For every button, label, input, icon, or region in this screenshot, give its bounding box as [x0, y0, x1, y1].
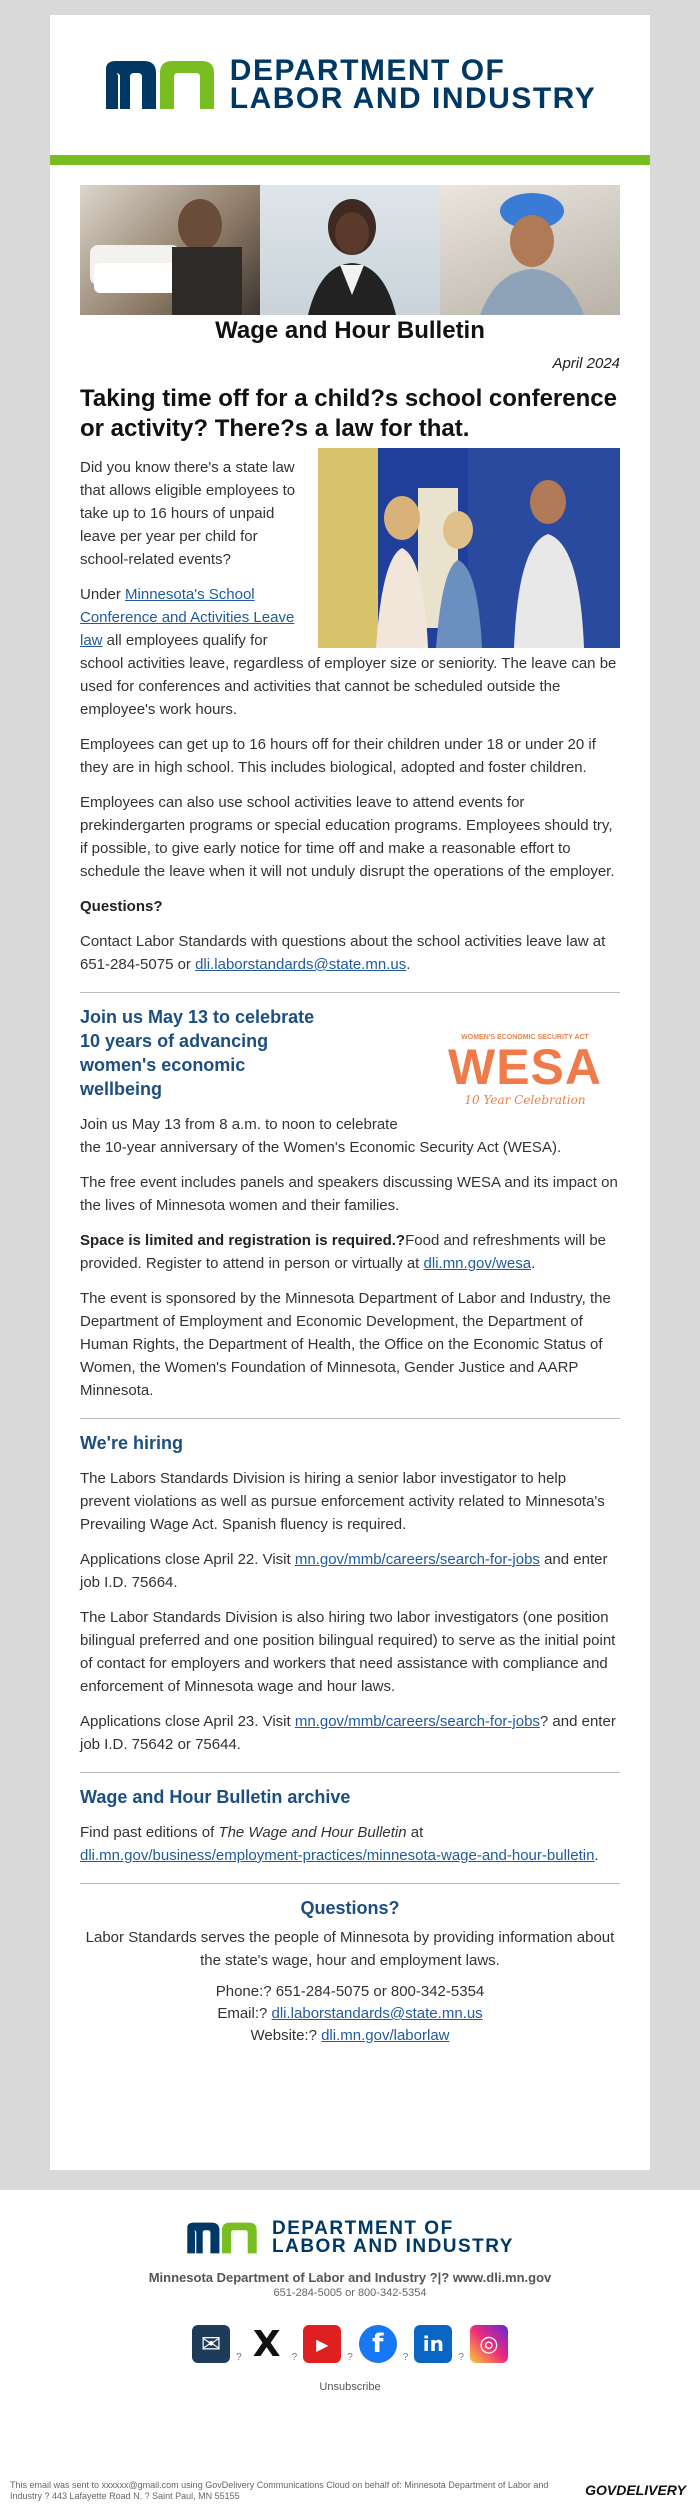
email-glyph: ✉ [201, 2330, 222, 2358]
school-leave-law-link[interactable]: Minnesota's School Conference and Activities Leave law [80, 586, 295, 649]
youtube-icon[interactable] [303, 2325, 341, 2363]
divider [80, 1418, 620, 1419]
article3-p2-suffix: and enter job I.D. 75664. [80, 1551, 608, 1591]
hero-photo-construction-worker [440, 185, 620, 315]
archive-mid: at [406, 1824, 424, 1841]
social-separator: ? [458, 2352, 464, 2363]
contact-prefix: Contact Labor Standards with questions about the school activities leave law at 651-284-5075 or [80, 933, 606, 973]
hero-photo-hotel-worker [80, 185, 260, 315]
wesa-logo [430, 1005, 620, 1135]
article2-p2: The free event includes panels and speakers discussing WESA and its impact on the lives of Minnesota women and their families. [80, 1174, 618, 1214]
logo-line1: DEPARTMENT OF [229, 54, 506, 87]
article2-heading: Join us May 13 to celebrate 10 years of advancing women's economic wellbeing [80, 1007, 315, 1099]
x-glyph: X [252, 2323, 281, 2365]
article1-heading: Taking time off for a child?s school conference or activity? There?s a law for that. [80, 385, 617, 442]
article3-p2-prefix: Applications close April 22. Visit [80, 1551, 295, 1568]
questions-email-link[interactable]: dli.laborstandards@state.mn.us [271, 2005, 483, 2022]
email-icon[interactable] [192, 2325, 230, 2363]
article2-p1: Join us May 13 from 8 a.m. to noon to celebrate the 10-year anniversary of the Women's Economic Security Act (WESA). [80, 1116, 562, 1156]
header [50, 15, 650, 155]
footer-fineprint: This email was sent to xxxxxx@gmail.com using GovDelivery Communications Cloud on behalf of: Minnesota Department of Labor and Industry ? 443 Lafayette Road N. ? Saint Paul, MN 55155 [10, 2480, 549, 2501]
hero-banner [80, 185, 620, 315]
article1-contact [80, 930, 620, 976]
article1-p1: Did you know there's a state law that allows eligible employees to take up to 16 hours of unpaid leave per year per child for school-related events? [80, 459, 296, 568]
footer [0, 2190, 700, 2509]
facebook-glyph: f [372, 2329, 384, 2359]
classroom-photo [318, 448, 620, 648]
article1-p2-prefix: Under [80, 586, 126, 603]
footer-logo-line1: DEPARTMENT OF [272, 2218, 454, 2239]
footer-logo-line2: LABOR AND INDUSTRY [272, 2236, 514, 2257]
article3-p2 [80, 1548, 620, 1594]
archive-title: The Wage and Hour Bulletin [218, 1824, 407, 1841]
mn-logo-icon [104, 59, 216, 111]
divider [80, 992, 620, 993]
questions-email [80, 2004, 620, 2024]
article3-p3: The Labor Standards Division is also hiring two labor investigators (one position bilingual preferred and one position bilingual required) to serve as the initial point of contact for employers and workers that need assistance with compliance and enforcement of Minnesota wage and hour laws. [80, 1609, 616, 1695]
footer-phone: 651-284-5005 or 800-342-5354 [273, 2287, 427, 2299]
footer-org: Minnesota Department of Labor and Industry ?|? www.dli.mn.gov [148, 2270, 552, 2285]
article2-p3-text: Food and refreshments will be provided. Register to attend in person or virtually at [80, 1232, 607, 1272]
archive-suffix: . [594, 1847, 599, 1864]
instagram-glyph: ◎ [479, 2331, 499, 2357]
facebook-icon[interactable] [359, 2325, 397, 2363]
divider [80, 1883, 620, 1884]
social-separator: ? [291, 2352, 298, 2363]
article4-heading: Wage and Hour Bulletin archive [80, 1787, 351, 1807]
bulletin-card [50, 15, 650, 2170]
green-accent-bar [50, 155, 650, 165]
logo-line2: LABOR AND INDUSTRY [229, 82, 597, 115]
article1-p4: Employees can also use school activities leave to attend events for prekindergarten programs or special education programs. Employees should try, if possible, to give early notice for time off and make a reasonable effort to schedule the leave when it will not unduly disrupt the operations of the employer. [80, 794, 615, 880]
laborstandards-email-link[interactable]: dli.laborstandards@state.mn.us [195, 956, 407, 973]
social-separator: ? [347, 2352, 353, 2363]
linkedin-icon[interactable] [414, 2325, 452, 2363]
article1-p2-suffix: all employees qualify for school activities leave, regardless of employer size or seniority. The leave can be used for conferences and activities that cannot be scheduled outside the employee's work hours. [80, 632, 617, 718]
questions-website [80, 2026, 620, 2046]
archive-link[interactable]: dli.mn.gov/business/employment-practices/minnesota-wage-and-hour-bulletin [80, 1847, 595, 1864]
x-icon[interactable] [248, 2325, 286, 2363]
social-separator: ? [402, 2352, 409, 2363]
mn-logo-icon [186, 2221, 258, 2255]
careers-link-1[interactable]: mn.gov/mmb/careers/search-for-jobs [294, 1551, 540, 1568]
article2-p3 [80, 1229, 620, 1275]
article3-p4-suffix: ? and enter job I.D. 75642 or 75644. [80, 1713, 616, 1753]
social-separator: ? [236, 2352, 242, 2363]
issue-date: April 2024 [552, 355, 620, 372]
wesa-link[interactable]: dli.mn.gov/wesa [423, 1255, 532, 1272]
questions-phone: Phone:? 651-284-5075 or 800-342-5354 [215, 1983, 485, 2000]
bulletin-title: Wage and Hour Bulletin [215, 317, 485, 344]
questions-text: Labor Standards serves the people of Minnesota by providing information about the state's wage, hour and employment laws. [85, 1929, 615, 1969]
article1-questions-label: Questions? [80, 898, 163, 915]
footer-logo[interactable] [0, 2220, 700, 2256]
registration-required: Space is limited and registration is required.? [80, 1232, 406, 1249]
unsubscribe-link[interactable]: Unsubscribe [319, 2381, 381, 2393]
linkedin-glyph: in [422, 2332, 444, 2356]
article2-p4: The event is sponsored by the Minnesota Department of Labor and Industry, the Department of Employment and Economic Development, the Department of Human Rights, the Department of Health, the Office on the Economic Status of Women, the Women's Foundation of Minnesota, Gender Justice and AARP Minnesota. [80, 1290, 611, 1399]
article4-p1 [80, 1821, 620, 1867]
website-prefix: Website:? [250, 2027, 322, 2044]
archive-prefix: Find past editions of [80, 1824, 219, 1841]
divider [80, 1772, 620, 1773]
laborlaw-link[interactable]: dli.mn.gov/laborlaw [321, 2027, 450, 2044]
content [50, 185, 650, 2046]
article3-p1: The Labors Standards Division is hiring a senior labor investigator to help prevent violations as well as pursue enforcement activity related to Minnesota's Prevailing Wage Act. Spanish fluency is required. [80, 1470, 605, 1533]
article2-p3-suffix: . [531, 1255, 536, 1272]
article3-p4 [80, 1710, 620, 1756]
hero-photo-office-worker [260, 185, 440, 315]
govdelivery-logo[interactable]: GOVDELIVERY [585, 2482, 686, 2498]
email-prefix: Email:? [217, 2005, 272, 2022]
dli-logo[interactable] [104, 54, 597, 115]
article1-p3: Employees can get up to 16 hours off for their children under 18 or under 20 if they are in high school. This includes biological, adopted and foster children. [80, 736, 596, 776]
careers-link-2[interactable]: mn.gov/mmb/careers/search-for-jobs [294, 1713, 540, 1730]
instagram-icon[interactable] [470, 2325, 508, 2363]
article3-p4-prefix: Applications close April 23. Visit [80, 1713, 295, 1730]
logo-text [229, 54, 597, 115]
article3-heading: We're hiring [80, 1433, 183, 1453]
questions-heading: Questions? [300, 1898, 400, 1918]
wesa-tagline: 10 Year Celebration [464, 1092, 586, 1107]
youtube-glyph: ▶ [316, 2334, 329, 2354]
wesa-big-text: WESA [448, 1038, 602, 1095]
contact-suffix: . [406, 956, 411, 973]
wesa-small-text: WOMEN'S ECONOMIC SECURITY ACT [461, 1033, 589, 1041]
footer-logo-text [272, 2220, 514, 2256]
social-icons [0, 2325, 700, 2363]
